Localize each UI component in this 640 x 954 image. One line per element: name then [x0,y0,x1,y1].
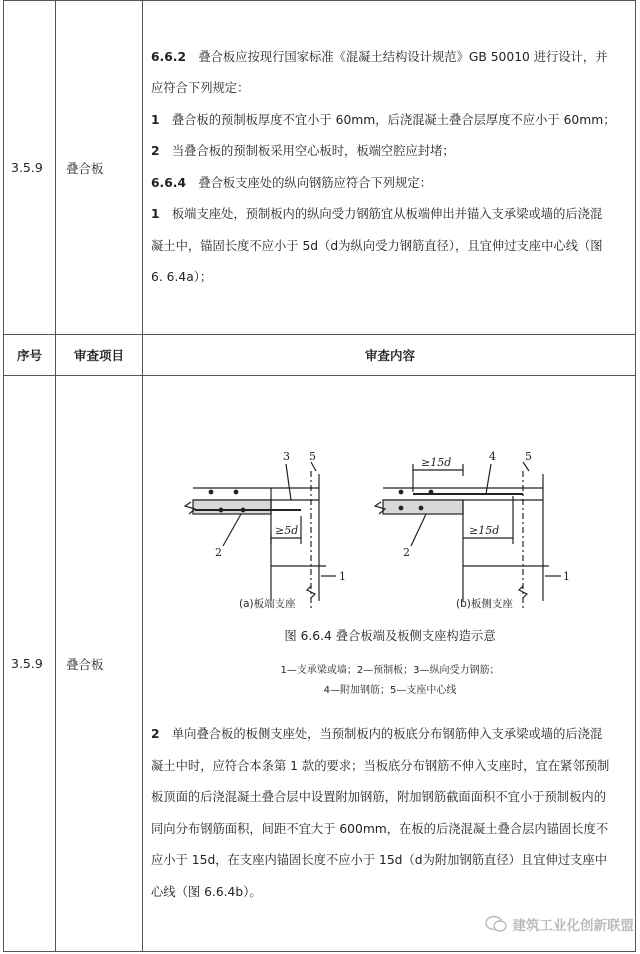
clause-number: 6.6.2 [151,49,187,64]
wechat-icon [485,915,507,933]
clause-number: 6.6.4 [151,175,187,190]
clause-body: 心线（图 6.6.4b）。 [151,884,262,899]
review-table [3,0,636,952]
clause-body: 叠合板应按现行国家标准《混凝土结构设计规范》GB 50010 进行设计，并 [186,49,608,64]
clause-body: 叠合板支座处的纵向钢筋应符合下列规定： [186,175,432,190]
support-detail-figure [151,376,629,731]
item-cell: 叠合板 [56,1,143,335]
label-3: 3 [283,450,290,463]
clause-body: 凝土中时，应符合本条第 1 款的要求；当板底分布钢筋不伸入支座时，宜在紧邻预制 [151,758,610,773]
label-2a: 2 [215,546,222,559]
watermark-text: 建筑工业化创新联盟 [512,918,634,934]
clause-body: 6. 6.4a）； [151,270,213,284]
label-2b: 2 [403,546,410,559]
text-line [151,231,629,263]
clause-number: 1 [151,112,160,127]
clause-body: 同向分布钢筋面积，间距不宜大于 600mm，在板的后浇混凝土叠合层内锚固长度不 [151,821,609,836]
figure-legend-1: 1—支承梁或墙；2—预制板；3—纵向受力钢筋； [280,665,500,676]
label-5a: 5 [309,450,316,463]
clause-body: 应小于 15d，在支座内锚固长度不应小于 15d（d为附加钢筋直径）且宜伸过支座中 [151,853,608,867]
text-line [151,814,629,846]
text-line [151,199,629,231]
text-line [151,168,629,200]
watermark [485,914,635,934]
item-cell: 叠合板 [56,376,143,952]
header-seq: 序号 [4,335,56,376]
text-line [151,845,629,877]
clause-body: 凝土中，锚固长度不应小于 5d（d为纵向受力钢筋直径），且宜伸过支座中心线（图 [151,238,603,253]
clause-body: 单向叠合板的板侧支座处，当预制板内的板底分布钢筋伸入支承梁或墙的后浇混 [159,727,603,741]
clause-body: 叠合板的预制板厚度不宜小于 60mm，后浇混凝土叠合层厚度不应小于 60mm； [159,112,616,127]
table-row [4,1,636,335]
text-line [151,877,629,909]
clause-text [151,719,629,908]
diagram-b [375,462,561,611]
content-cell [143,1,636,335]
text-line [151,42,629,74]
sub-label-b: (b)板侧支座 [456,598,513,610]
clause-body: 板端支座处，预制板内的纵向受力钢筋宜从板端伸出并锚入支承梁或墙的后浇混 [159,207,603,221]
label-4: 4 [489,450,496,463]
dim-15d-bottom: ≥15d [469,524,500,537]
clause-body: 板顶面的后浇混凝土叠合层中设置附加钢筋，附加钢筋截面面积不宜小于预制板内的 [151,790,606,804]
clause-number: 2 [151,144,160,158]
text-line [151,105,629,137]
diagram-a [185,462,336,611]
table-row [4,376,636,952]
clause-text [151,42,629,294]
text-line [151,262,629,294]
support-diagram [151,376,626,626]
text-line [151,73,629,105]
text-line [151,136,629,168]
text-line [151,782,629,814]
clause-number: 1 [151,207,160,221]
text-line [151,751,629,783]
header-item: 审查项目 [56,335,143,376]
seq-cell: 3.5.9 [4,1,56,335]
clause-body: 应符合下列规定： [151,81,250,95]
label-1a: 1 [339,570,346,583]
table-header-row [4,335,636,376]
content-cell [143,376,636,952]
label-1b: 1 [563,570,570,583]
sub-label-a: (a)板端支座 [239,598,296,610]
header-content: 审查内容 [143,335,636,376]
clause-number: 2 [151,727,160,741]
figure-caption: 图 6.6.4 叠合板端及板侧支座构造示意 [284,629,496,643]
clause-body: 当叠合板的预制板采用空心板时，板端空腔应封堵； [159,144,455,158]
dim-5d: ≥5d [275,524,299,537]
seq-cell: 3.5.9 [4,376,56,952]
figure-legend-2: 4—附加钢筋；5—支座中心线 [323,685,457,696]
dim-15d-top: ≥15d [421,456,452,469]
label-5b: 5 [525,450,532,463]
